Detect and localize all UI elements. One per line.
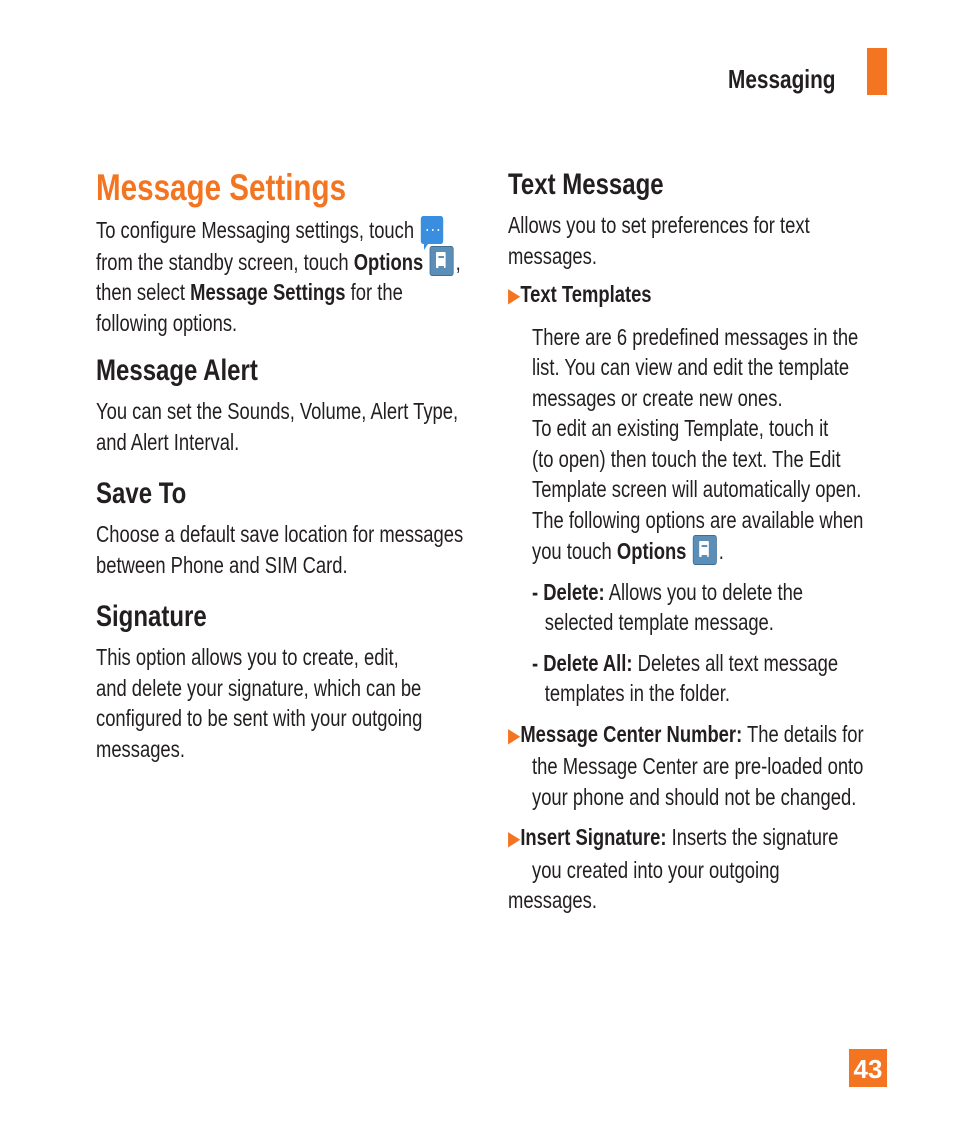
text: To configure Messaging settings, touch (96, 217, 415, 243)
text-message-intro: Allows you to set preferences for text messages. (508, 212, 810, 269)
delete-all-option: - Delete All: Deletes all text message templates in the folder. (532, 649, 839, 706)
text: from the standby screen, touch (96, 248, 349, 275)
intro-paragraph (96, 215, 463, 338)
heading-signature: Signature (96, 600, 207, 633)
left-column (96, 168, 463, 764)
message-settings-label: Message Settings (190, 279, 346, 305)
message-center-number: ▶Message Center Number: The details for the Message Center are pre-loaded onto your phone and should not be changed. (508, 720, 864, 810)
text: for the (350, 279, 403, 305)
text: then select (96, 279, 185, 305)
section-title: Messaging (728, 64, 836, 94)
arrow-bullet-icon: ▶ (508, 828, 521, 850)
heading-message-alert: Message Alert (96, 354, 258, 387)
heading-save-to: Save To (96, 477, 187, 510)
section-tab-marker (867, 48, 887, 95)
options-label: Options (353, 248, 424, 275)
menu-icon (430, 246, 454, 276)
message-alert-text: You can set the Sounds, Volume, Alert Type, and Alert Interval. (96, 398, 459, 455)
page-number: 43 (849, 1049, 887, 1087)
delete-option: - Delete: Allows you to delete the selected template message. (532, 578, 804, 635)
messaging-icon (421, 216, 443, 244)
text-templates-body: There are 6 predefined messages in the list. You can view and edit the template messages or create new ones. To edit an existing Template, touch it (to open) then touch the text. The Edit Template screen will automatically open. The following options are available when you touch Options . (532, 323, 864, 564)
save-to-text: Choose a default save location for messages between Phone and SIM Card. (96, 521, 464, 578)
heading-text-message: Text Message (508, 168, 664, 201)
options-label: Options (616, 538, 687, 564)
right-column (508, 168, 865, 916)
menu-icon (693, 535, 717, 565)
text: , (455, 248, 461, 275)
signature-text: This option allows you to create, edit, and delete your signature, which can be configured to be sent with your outgoing messages. (96, 644, 423, 762)
arrow-bullet-icon: ▶ (508, 285, 521, 307)
text-templates-heading: ▶Text Templates (508, 281, 652, 307)
insert-signature: ▶Insert Signature: Inserts the signature you created into your outgoing messages. (508, 824, 839, 913)
arrow-bullet-icon: ▶ (508, 724, 521, 747)
page-title: Message Settings (96, 167, 347, 208)
text: following options. (96, 309, 238, 336)
